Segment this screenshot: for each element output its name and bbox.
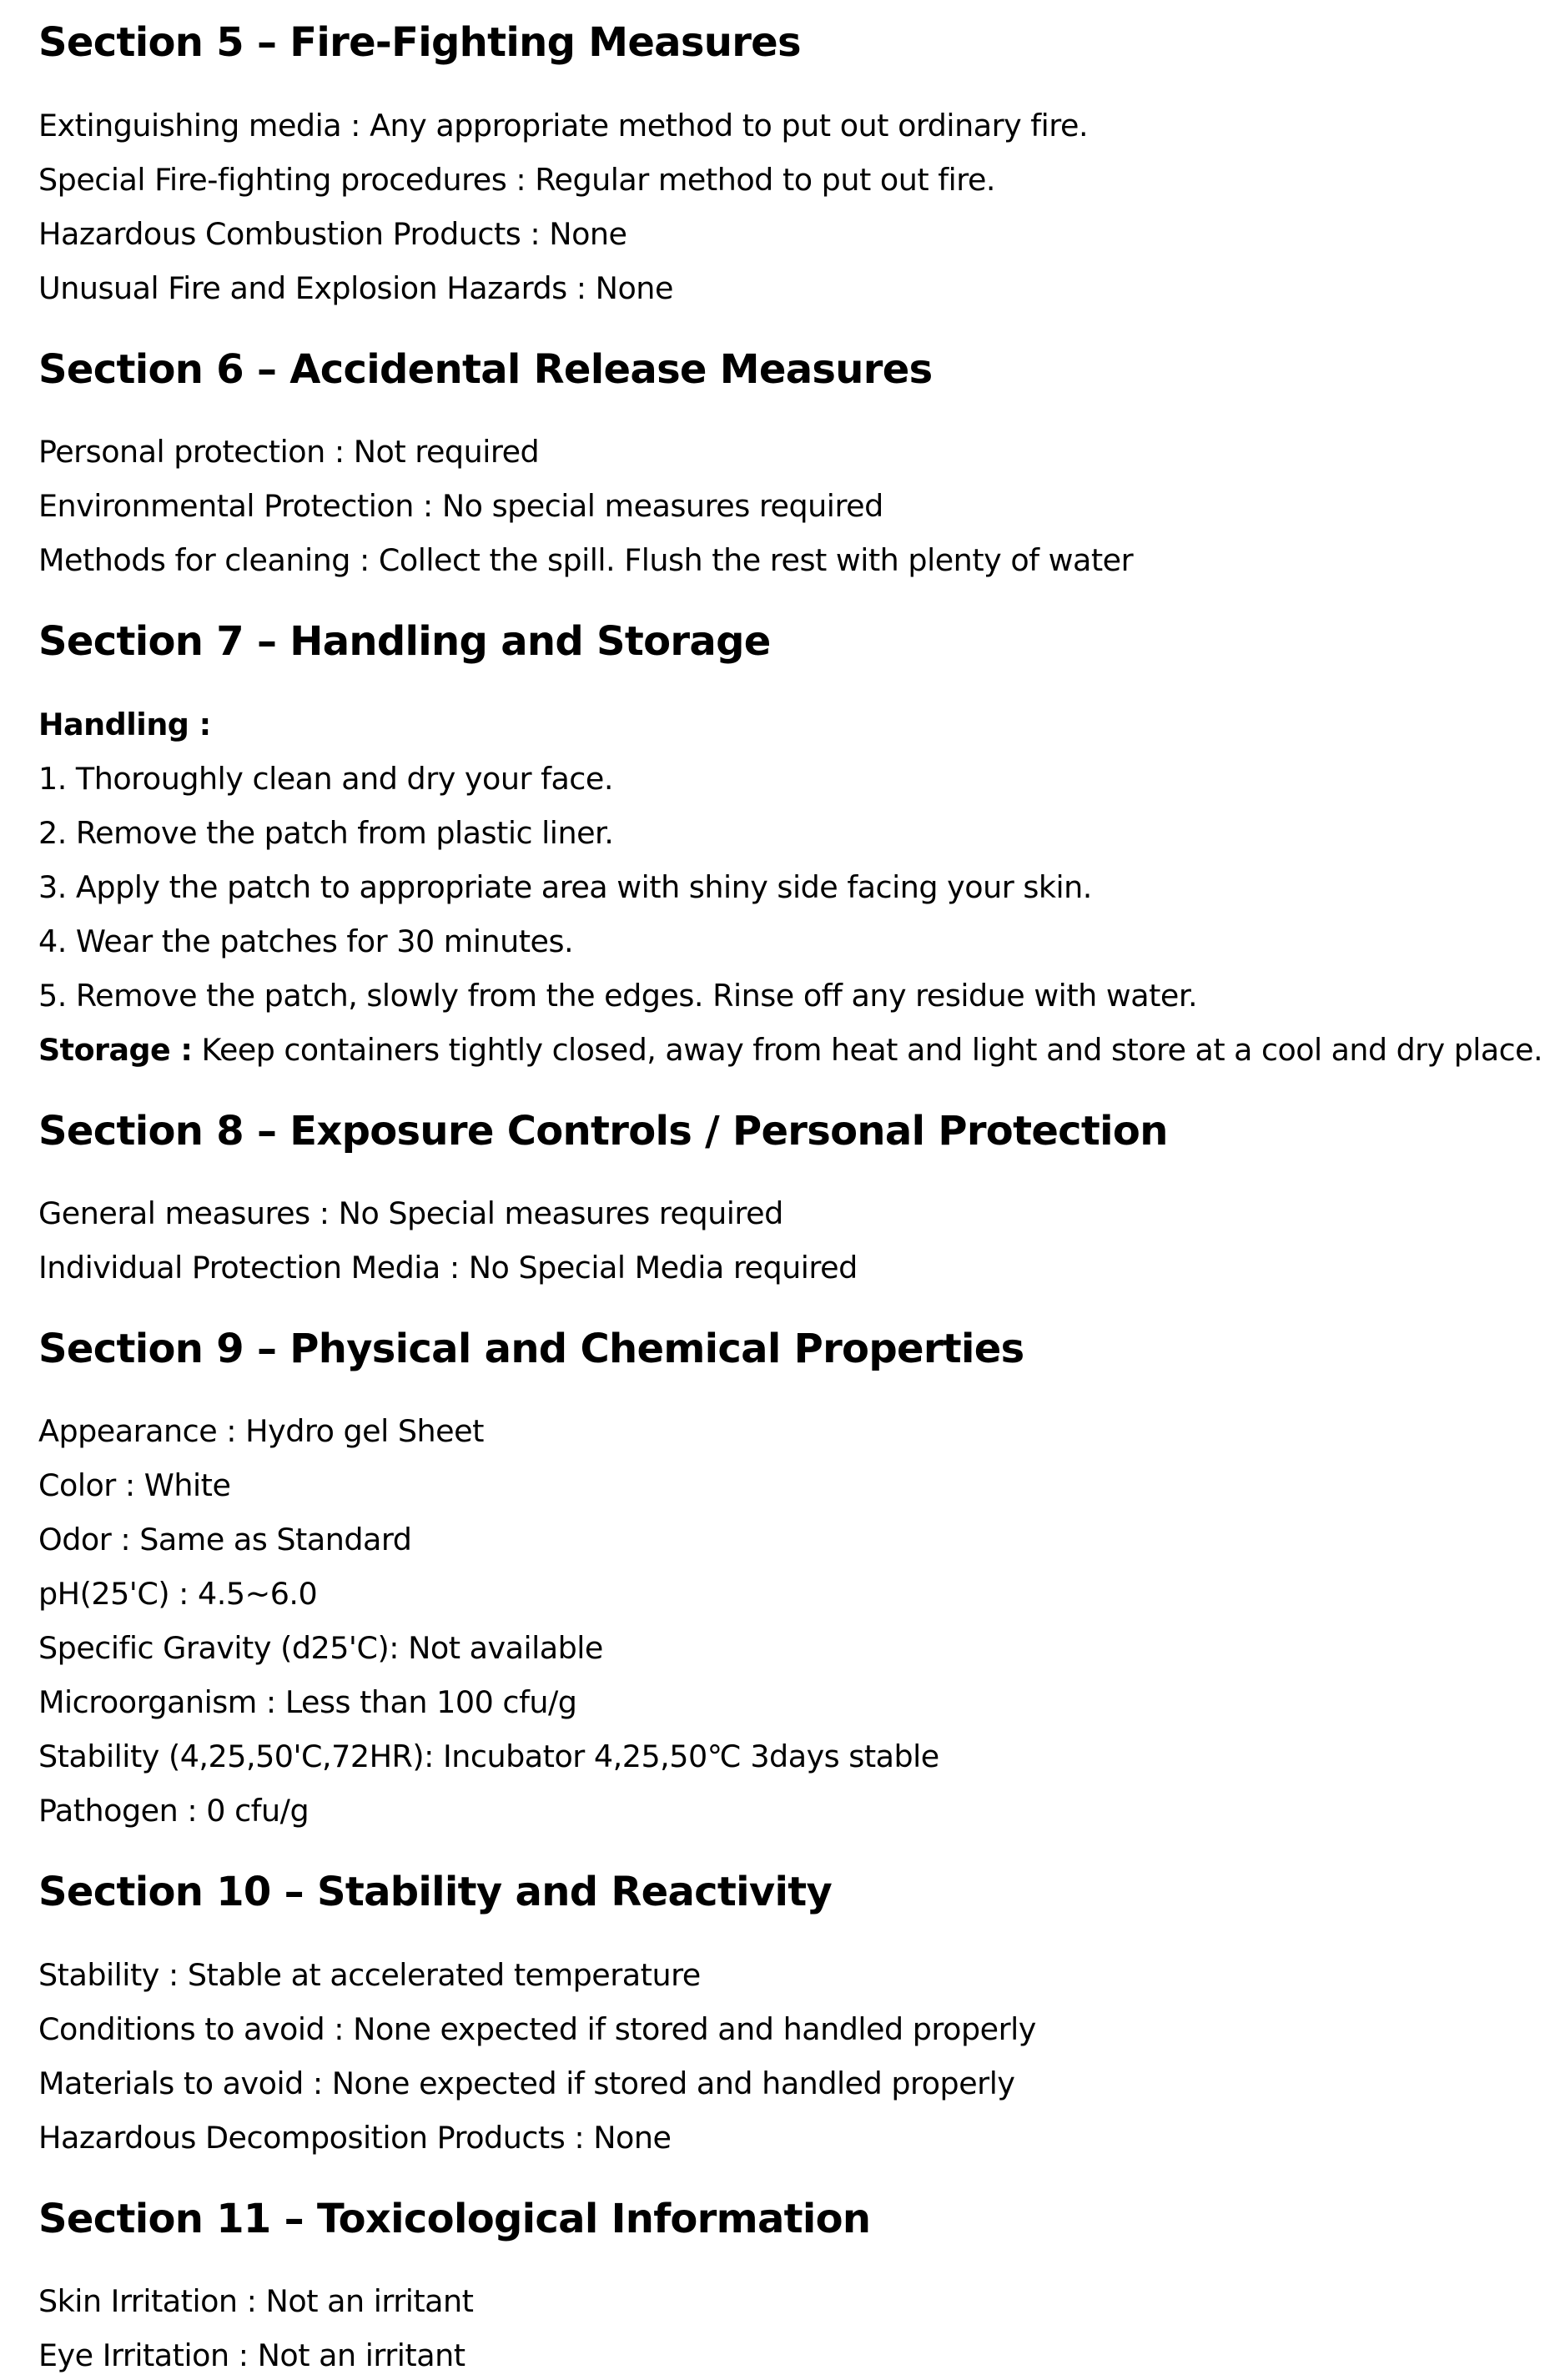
specific-gravity-line: Specific Gravity (d25'C): Not available	[38, 1630, 603, 1666]
section-9-heading: Section 9 – Physical and Chemical Properties	[38, 1326, 1024, 1372]
personal-protection-line: Personal protection : Not required	[38, 434, 540, 470]
section-8-heading: Section 8 – Exposure Controls / Personal Protection	[38, 1108, 1168, 1155]
handling-step: 3. Apply the patch to appropriate area with shiny side facing your skin.	[38, 869, 1092, 905]
storage-line	[38, 1032, 1543, 1068]
handling-step: 4. Wear the patches for 30 minutes.	[38, 923, 574, 959]
pathogen-line: Pathogen : 0 cfu/g	[38, 1793, 309, 1829]
materials-to-avoid-line: Materials to avoid : None expected if stored and handled properly	[38, 2066, 1015, 2101]
stability-test-line: Stability (4,25,50'C,72HR): Incubator 4,25,50℃ 3days stable	[38, 1738, 939, 1774]
extinguishing-media-line: Extinguishing media : Any appropriate method to put out ordinary fire.	[38, 108, 1089, 143]
eye-irritation-line: Eye Irritation : Not an irritant	[38, 2337, 465, 2373]
handling-step: 5. Remove the patch, slowly from the edges. Rinse off any residue with water.	[38, 978, 1198, 1014]
odor-line: Odor : Same as Standard	[38, 1522, 412, 1557]
section-7-heading: Section 7 – Handling and Storage	[38, 618, 771, 665]
unusual-fire-hazards-line: Unusual Fire and Explosion Hazards : None	[38, 270, 673, 306]
appearance-line: Appearance : Hydro gel Sheet	[38, 1413, 484, 1449]
section-10-heading: Section 10 – Stability and Reactivity	[38, 1869, 833, 1915]
hazardous-combustion-line: Hazardous Combustion Products : None	[38, 216, 627, 252]
special-fire-fighting-line: Special Fire-fighting procedures : Regular method to put out fire.	[38, 162, 996, 198]
color-line: Color : White	[38, 1467, 231, 1503]
ph-line: pH(25'C) : 4.5~6.0	[38, 1576, 318, 1612]
individual-protection-line: Individual Protection Media : No Special Media required	[38, 1250, 858, 1286]
section-6-heading: Section 6 – Accidental Release Measures	[38, 346, 933, 393]
handling-label: Handling :	[38, 707, 211, 742]
storage-label: Storage :	[38, 1032, 193, 1068]
methods-for-cleaning-line: Methods for cleaning : Collect the spill. Flush the rest with plenty of water	[38, 542, 1134, 578]
conditions-to-avoid-line: Conditions to avoid : None expected if stored and handled properly	[38, 2011, 1036, 2047]
microorganism-line: Microorganism : Less than 100 cfu/g	[38, 1684, 577, 1720]
handling-step: 1. Thoroughly clean and dry your face.	[38, 761, 613, 797]
section-5-heading: Section 5 – Fire-Fighting Measures	[38, 19, 801, 66]
section-11-heading: Section 11 – Toxicological Information	[38, 2196, 871, 2242]
storage-text: Keep containers tightly closed, away from heat and light and store at a cool and dry place.	[192, 1032, 1543, 1068]
stability-line: Stability : Stable at accelerated temperature	[38, 1957, 701, 1993]
environmental-protection-line: Environmental Protection : No special measures required	[38, 488, 883, 524]
handling-step: 2. Remove the patch from plastic liner.	[38, 815, 614, 851]
skin-irritation-line: Skin Irritation : Not an irritant	[38, 2283, 474, 2319]
hazardous-decomposition-line: Hazardous Decomposition Products : None	[38, 2120, 672, 2156]
general-measures-line: General measures : No Special measures required	[38, 1195, 783, 1231]
